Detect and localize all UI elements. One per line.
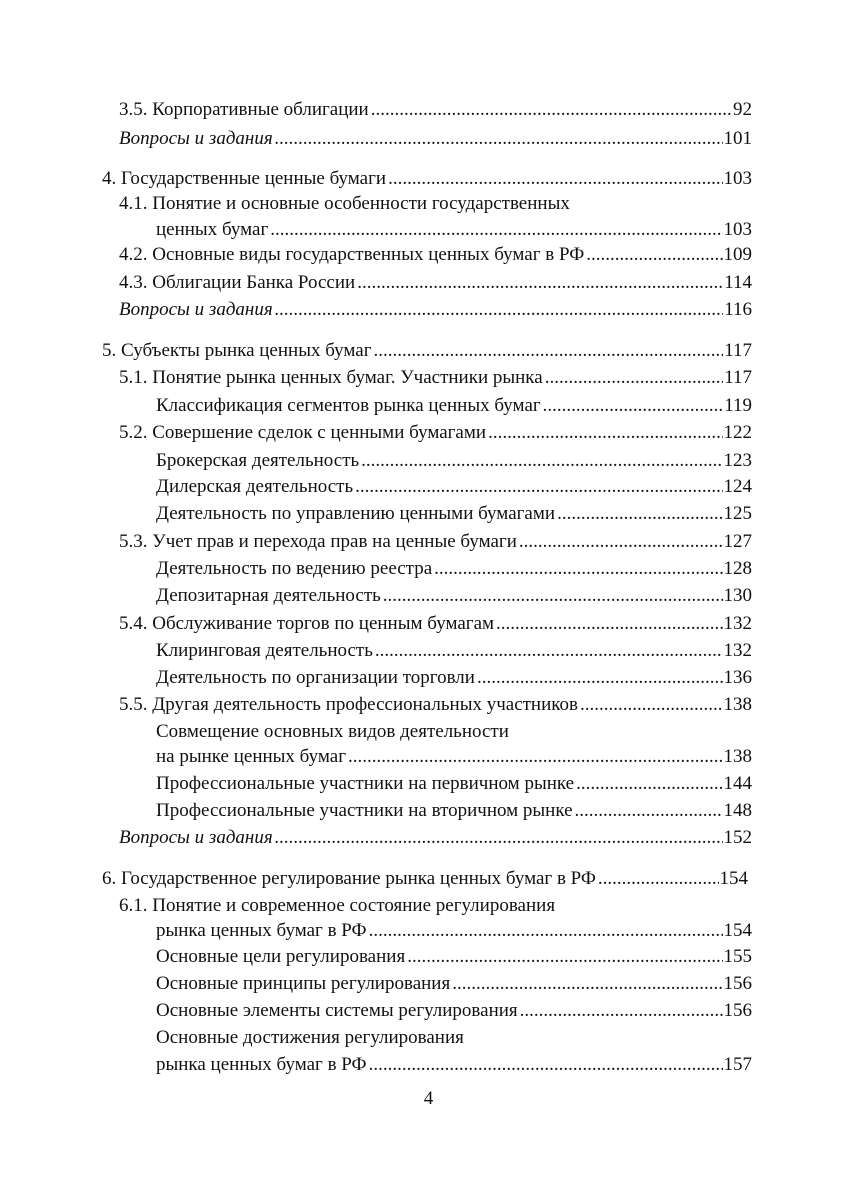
- toc-entry-title: 5.4. Обслуживание торгов по ценным бумагам: [119, 613, 495, 634]
- toc-entry-page: 103: [723, 219, 752, 240]
- toc-entry-page: 124: [723, 476, 752, 497]
- toc-entry[interactable]: [102, 166, 752, 192]
- dot-leader: [383, 583, 723, 609]
- dot-leader: [543, 393, 724, 419]
- dot-leader: [488, 420, 722, 446]
- dot-leader: [371, 97, 732, 123]
- toc-entry[interactable]: [156, 918, 752, 944]
- toc-entry-page: 109: [723, 244, 752, 265]
- toc-entry-page: 154: [719, 868, 748, 889]
- toc-entry-page: 136: [723, 667, 752, 688]
- toc-entry-page: 114: [724, 272, 752, 293]
- toc-entry-title: ценных бумаг: [156, 219, 269, 240]
- dot-leader: [545, 365, 724, 391]
- dot-leader: [575, 798, 723, 824]
- toc-heading-line: Основные достижения регулирования: [156, 1027, 464, 1048]
- toc-entry[interactable]: [119, 242, 752, 268]
- page-number: 4: [423, 1088, 434, 1109]
- toc-entry[interactable]: [119, 420, 752, 446]
- toc-entry[interactable]: [156, 744, 752, 770]
- toc-entry-title: Вопросы и задания: [119, 827, 273, 848]
- toc-entry-page: 116: [724, 299, 752, 320]
- dot-leader: [576, 771, 722, 797]
- toc-entry[interactable]: [156, 665, 752, 691]
- toc-entry-title: Клиринговая деятельность: [156, 640, 373, 661]
- toc-entry[interactable]: [156, 944, 752, 970]
- dot-leader: [361, 448, 722, 474]
- dot-leader: [369, 1052, 723, 1078]
- toc-entry[interactable]: [119, 297, 752, 323]
- toc-entry-title: 5.5. Другая деятельность профессиональных участников: [119, 694, 579, 715]
- toc-entry-title: Дилерская деятельность: [156, 476, 354, 497]
- toc-entry[interactable]: [119, 365, 752, 391]
- toc-entry-title: Деятельность по управлению ценными бумагами: [156, 503, 556, 524]
- toc-entry[interactable]: [119, 97, 752, 123]
- toc-entry-title: рынка ценных бумаг в РФ: [156, 1054, 367, 1075]
- toc-entry-title: 4. Государственные ценные бумаги: [102, 168, 387, 189]
- toc-entry[interactable]: [156, 583, 752, 609]
- toc-entry[interactable]: [119, 611, 752, 637]
- dot-leader: [369, 918, 723, 944]
- toc-entry[interactable]: [156, 448, 752, 474]
- toc-entry-title: Брокерская деятельность: [156, 450, 360, 471]
- toc-entry-title: Деятельность по ведению реестра: [156, 558, 433, 579]
- toc-entry-page: 128: [723, 558, 752, 579]
- dot-leader: [375, 638, 723, 664]
- toc-entry-page: 92: [733, 99, 752, 120]
- toc-entry[interactable]: [119, 270, 752, 296]
- toc-entry[interactable]: [102, 866, 748, 892]
- toc-entry[interactable]: [156, 393, 752, 419]
- toc-entry[interactable]: [119, 126, 752, 152]
- toc-entry[interactable]: [156, 971, 752, 997]
- dot-leader: [348, 744, 723, 770]
- dot-leader: [275, 297, 724, 323]
- toc-heading-line: Совмещение основных видов деятельности: [156, 721, 509, 742]
- toc-entry-title: Вопросы и задания: [119, 299, 273, 320]
- toc-entry-page: 156: [723, 1000, 752, 1021]
- dot-leader: [270, 217, 722, 243]
- toc-entry[interactable]: [102, 338, 752, 364]
- toc-entry-page: 117: [724, 367, 752, 388]
- toc-entry-title: Деятельность по организации торговли: [156, 667, 475, 688]
- toc-entry-title: 4.2. Основные виды государственных ценных бумаг в РФ: [119, 244, 585, 265]
- toc-entry[interactable]: [156, 474, 752, 500]
- toc-entry-page: 138: [723, 694, 752, 715]
- toc-entry-title: Вопросы и задания: [119, 128, 273, 149]
- toc-entry-title: Депозитарная деятельность: [156, 585, 381, 606]
- toc-entry-title: Профессиональные участники на первичном рынке: [156, 773, 575, 794]
- toc-entry[interactable]: [156, 1052, 752, 1078]
- dot-leader: [434, 556, 722, 582]
- toc-entry[interactable]: [156, 501, 752, 527]
- toc-entry-page: 152: [723, 827, 752, 848]
- toc-entry-title: 6. Государственное регулирование рынка ценных бумаг в РФ: [102, 868, 596, 889]
- toc-entry-title: рынка ценных бумаг в РФ: [156, 920, 367, 941]
- dot-leader: [275, 126, 723, 152]
- toc-entry[interactable]: [156, 217, 752, 243]
- dot-leader: [496, 611, 722, 637]
- toc-entry-title: Профессиональные участники на вторичном рынке: [156, 800, 573, 821]
- dot-leader: [357, 270, 723, 296]
- toc-entry-page: 123: [723, 450, 752, 471]
- dot-leader: [520, 998, 723, 1024]
- dot-leader: [452, 971, 722, 997]
- toc-entry[interactable]: [156, 771, 752, 797]
- toc-entry-page: 148: [723, 800, 752, 821]
- toc-entry-page: 125: [723, 503, 752, 524]
- toc-entry-title: 5.2. Совершение сделок с ценными бумагами: [119, 422, 487, 443]
- toc-entry-page: 119: [724, 395, 752, 416]
- toc-entry-page: 132: [723, 640, 752, 661]
- toc-entry-title: 5.1. Понятие рынка ценных бумаг. Участники рынка: [119, 367, 543, 388]
- toc-entry-page: 132: [723, 613, 752, 634]
- toc-entry-page: 157: [723, 1054, 752, 1075]
- dot-leader: [598, 866, 719, 892]
- toc-entry-page: 101: [723, 128, 752, 149]
- toc-heading-line: 6.1. Понятие и современное состояние регулирования: [119, 895, 556, 916]
- dot-leader: [557, 501, 722, 527]
- toc-entry-page: 117: [724, 340, 752, 361]
- dot-leader: [477, 665, 723, 691]
- toc-entry-title: 3.5. Корпоративные облигации: [119, 99, 369, 120]
- dot-leader: [586, 242, 722, 268]
- toc-entry-page: 127: [723, 531, 752, 552]
- toc-entry-page: 156: [723, 973, 752, 994]
- toc-entry[interactable]: [156, 638, 752, 664]
- toc-entry-page: 122: [723, 422, 752, 443]
- toc-entry[interactable]: [119, 692, 752, 718]
- toc-entry-page: 155: [723, 946, 752, 967]
- dot-leader: [388, 166, 722, 192]
- toc-entry-page: 138: [723, 746, 752, 767]
- dot-leader: [355, 474, 722, 500]
- toc-entry-title: Основные принципы регулирования: [156, 973, 451, 994]
- toc-heading-line: 4.1. Понятие и основные особенности государственных: [119, 193, 570, 214]
- toc-entry-title: на рынке ценных бумаг: [156, 746, 346, 767]
- dot-leader: [275, 825, 723, 851]
- dot-leader: [580, 692, 722, 718]
- dot-leader: [519, 529, 723, 555]
- toc-entry-title: Классификация сегментов рынка ценных бумаг: [156, 395, 541, 416]
- dot-leader: [374, 338, 724, 364]
- toc-entry[interactable]: [156, 798, 752, 824]
- toc-entry-title: 5.3. Учет прав и перехода прав на ценные бумаги: [119, 531, 517, 552]
- toc-entry-title: Основные цели регулирования: [156, 946, 406, 967]
- dot-leader: [407, 944, 722, 970]
- toc-entry-page: 130: [723, 585, 752, 606]
- toc-entry[interactable]: [156, 998, 752, 1024]
- toc-entry-title: 5. Субъекты рынка ценных бумаг: [102, 340, 372, 361]
- toc-entry[interactable]: [119, 825, 752, 851]
- toc-entry[interactable]: [119, 529, 752, 555]
- toc-entry-page: 154: [723, 920, 752, 941]
- toc-entry-title: Основные элементы системы регулирования: [156, 1000, 518, 1021]
- toc-entry-page: 103: [723, 168, 752, 189]
- toc-entry-page: 144: [723, 773, 752, 794]
- toc-entry-title: 4.3. Облигации Банка России: [119, 272, 356, 293]
- toc-entry[interactable]: [156, 556, 752, 582]
